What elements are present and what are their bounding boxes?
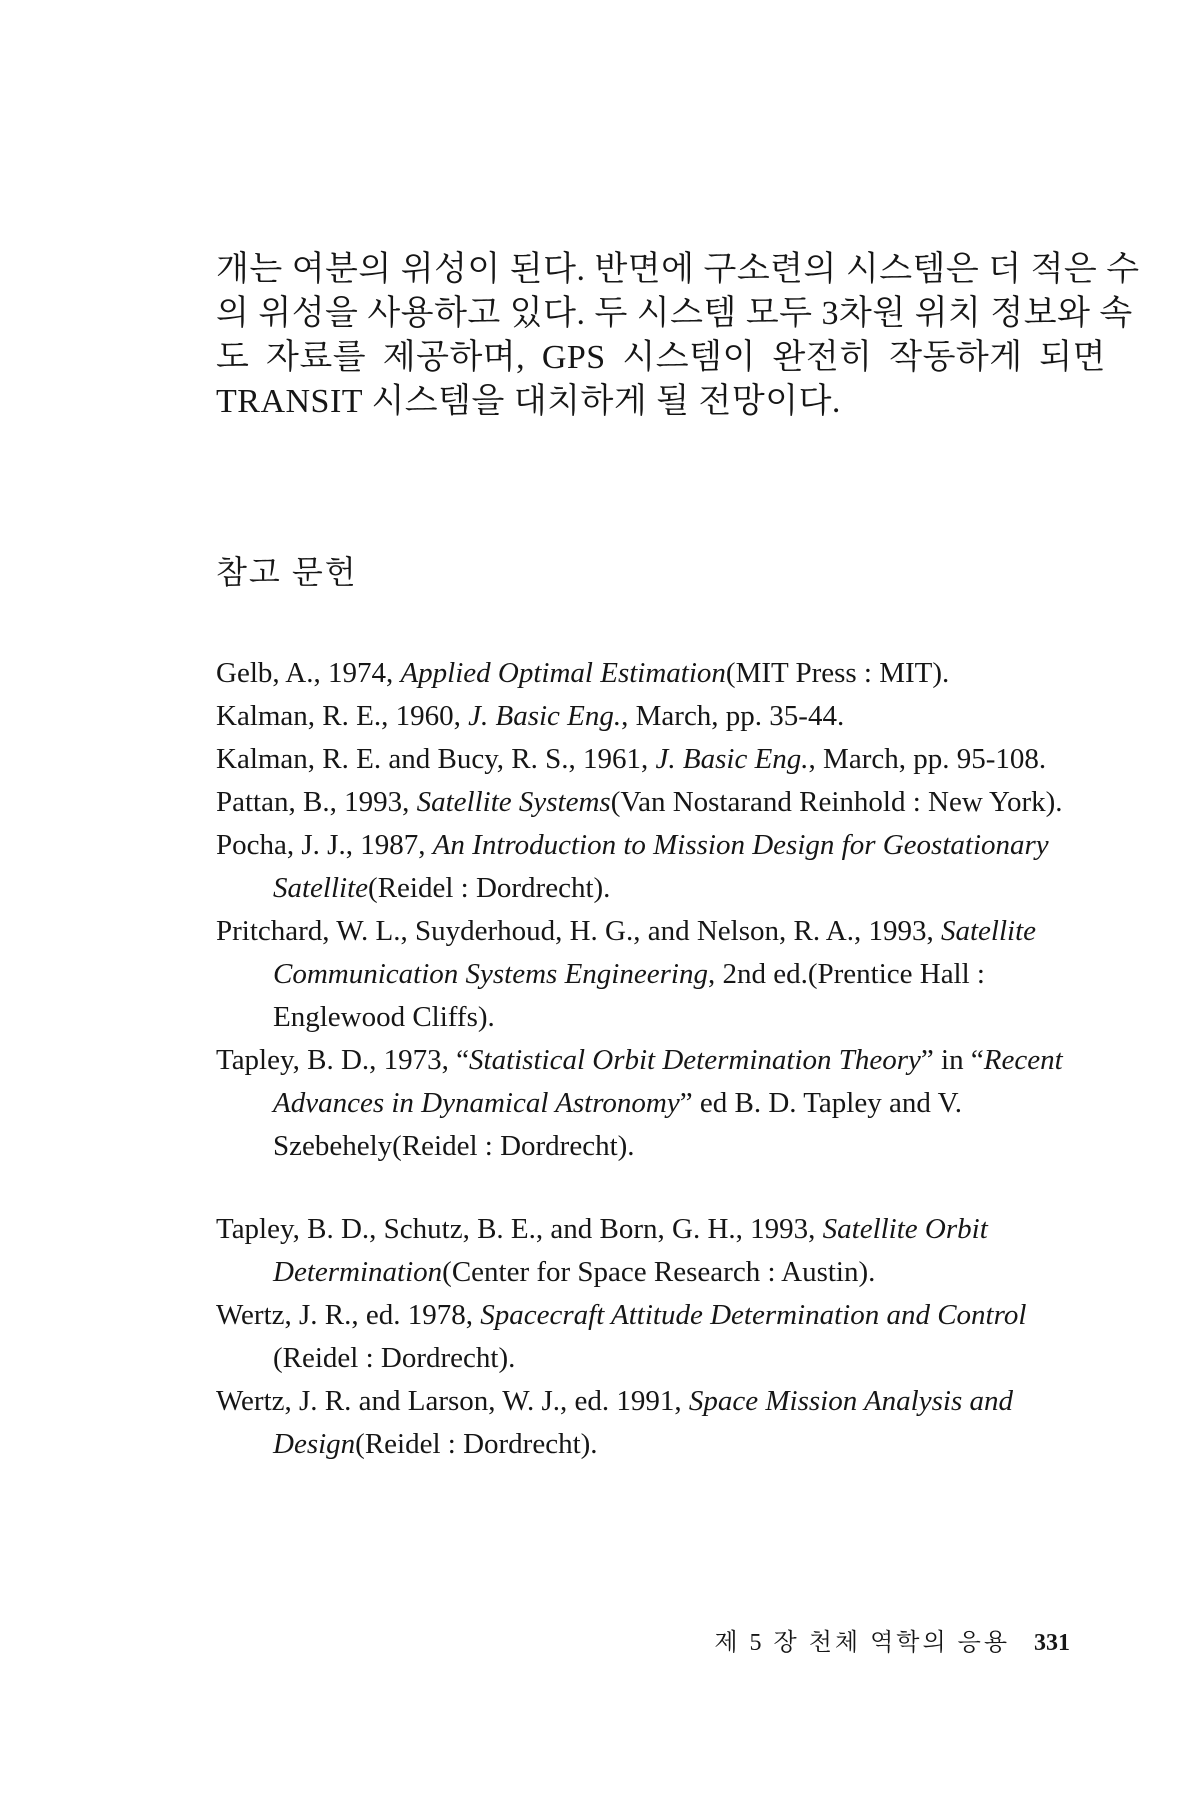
reference-title: Space Mission Analysis and Design [273, 1385, 1013, 1460]
reference-publisher: ” ed B. D. Tapley and V. Szebehely(Reidel : Dordrecht). [273, 1087, 963, 1162]
reference-title: Recent Advances in Dynamical Astronomy [273, 1044, 1063, 1119]
reference-title: J. Basic Eng. [468, 700, 622, 732]
intro-line: 개는 여분의 위성이 된다. 반면에 구소련의 시스템은 더 적은 수 [216, 251, 1140, 288]
reference-authors: Wertz, J. R. and Larson, W. J., ed. 1991, [216, 1385, 689, 1417]
reference-authors: Kalman, R. E. and Bucy, R. S., 1961, [216, 743, 656, 775]
reference-publisher: (Reidel : Dordrecht). [273, 1342, 516, 1374]
reference-entry [216, 1380, 1106, 1466]
references-heading: 참고 문헌 [216, 554, 358, 590]
reference-publisher: (Reidel : Dordrecht). [355, 1428, 598, 1460]
reference-entry [216, 695, 1106, 738]
reference-title: An Introduction to Mission Design for Geostationary Satellite [273, 829, 1049, 904]
reference-authors: Pattan, B., 1993, [216, 786, 417, 818]
reference-authors: Kalman, R. E., 1960, [216, 700, 469, 732]
reference-authors: Pritchard, W. L., Suyderhoud, H. G., and Nelson, R. A., 1993, [216, 915, 941, 947]
reference-entry [216, 1294, 1106, 1380]
reference-title: Satellite Communication Systems Engineering [273, 915, 1036, 990]
reference-authors: Wertz, J. R., ed. 1978, [216, 1299, 481, 1331]
reference-title: Spacecraft Attitude Determination and Control [480, 1299, 1027, 1331]
intro-line: 의 위성을 사용하고 있다. 두 시스템 모두 3차원 위치 정보와 속 [216, 295, 1133, 332]
reference-publisher: , 2nd ed.(Prentice Hall : Englewood Cliffs). [273, 958, 985, 1033]
reference-title: Applied Optimal Estimation [400, 657, 726, 689]
chapter-label: 제 5 장 천체 역학의 응용 [714, 1630, 1010, 1656]
reference-list [216, 652, 1106, 1466]
reference-entry [216, 1208, 1106, 1294]
page-number: 331 [1034, 1630, 1070, 1656]
reference-publisher: , March, pp. 95-108. [808, 743, 1047, 775]
intro-line: 도 자료를 제공하며, GPS 시스템이 완전히 작동하게 되면 [216, 339, 1106, 376]
reference-entry [216, 738, 1106, 781]
reference-authors: Pocha, J. J., 1987, [216, 829, 433, 861]
reference-publisher: (Van Nostarand Reinhold : New York). [610, 786, 1063, 818]
reference-authors: Tapley, B. D., Schutz, B. E., and Born, G. H., 1993, [216, 1213, 823, 1245]
reference-publisher: (Reidel : Dordrecht). [368, 872, 611, 904]
reference-publisher: (Center for Space Research : Austin). [442, 1256, 876, 1288]
page-footer [714, 1628, 1070, 1658]
reference-publisher: , March, pp. 35-44. [621, 700, 845, 732]
reference-authors: Tapley, B. D., 1973, “ [216, 1044, 470, 1076]
reference-title: Satellite Systems [416, 786, 611, 818]
reference-entry [216, 781, 1106, 824]
intro-paragraph [216, 248, 1140, 424]
reference-entry [216, 910, 1106, 1039]
reference-title: Satellite Orbit Determination [273, 1213, 988, 1288]
reference-publisher: (MIT Press : MIT). [725, 657, 950, 689]
intro-line: TRANSIT 시스템을 대치하게 될 전망이다. [216, 383, 841, 420]
reference-title: Statistical Orbit Determination Theory [469, 1044, 921, 1076]
reference-entry [216, 652, 1106, 695]
reference-entry [216, 1039, 1106, 1168]
reference-connector: ” in “ [920, 1044, 984, 1076]
reference-title: J. Basic Eng. [655, 743, 809, 775]
reference-entry [216, 824, 1106, 910]
reference-authors: Gelb, A., 1974, [216, 657, 401, 689]
